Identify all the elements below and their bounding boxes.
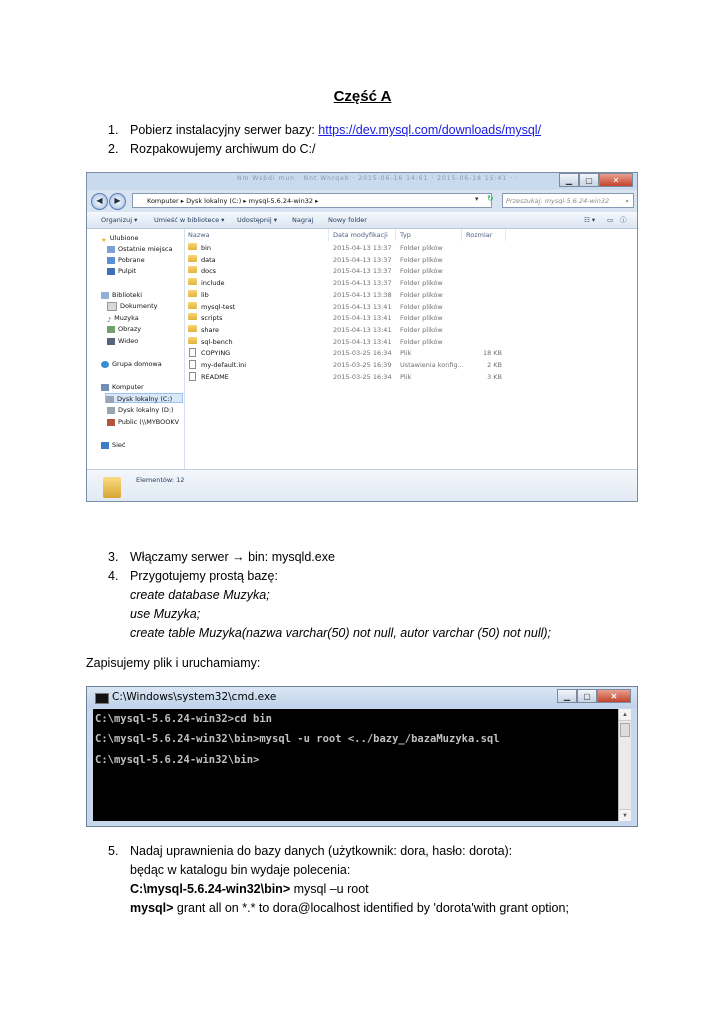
file-list xyxy=(185,229,637,469)
file-name: COPYING xyxy=(201,349,231,358)
step-5-text: Nadaj uprawnienia do bazy danych (użytkownik: dora, hasło: dorota): xyxy=(130,844,513,858)
file-name: my-default.ini xyxy=(201,361,247,369)
file-type: Folder plików xyxy=(400,267,443,276)
console-line: C:\mysql-5.6.24-win32>cd bin xyxy=(95,713,273,725)
sidebar-label: Biblioteki xyxy=(112,291,143,299)
file-icon xyxy=(189,372,196,381)
forward-arrow-icon[interactable]: ▶ xyxy=(109,193,126,210)
window-controls xyxy=(557,689,631,703)
sidebar-label: Grupa domowa xyxy=(112,360,162,368)
column-divider[interactable] xyxy=(505,229,506,241)
explorer-titlebar xyxy=(87,173,637,189)
file-name: share xyxy=(201,325,220,334)
console-line: C:\mysql-5.6.24-win32\bin>mysql -u root <../bazy_/bazaMuzyka.sql xyxy=(95,733,500,745)
maximize-icon[interactable]: ▢ xyxy=(577,689,597,703)
sidebar-label: Public (\\MYBOOKV xyxy=(118,418,180,426)
file-name: scripts xyxy=(201,314,223,323)
history-dropdown-icon[interactable]: ▾ xyxy=(475,195,479,203)
sidebar-item-computer[interactable] xyxy=(101,382,144,392)
music-note-icon: ♪ xyxy=(107,315,112,324)
details-pane xyxy=(87,469,637,502)
step-5-number: 5. xyxy=(108,844,119,858)
file-date: 2015-04-13 13:37 xyxy=(333,244,392,252)
step-1-text: Pobierz instalacyjny serwer bazy: xyxy=(130,123,319,137)
file-date: 2015-04-13 13:37 xyxy=(333,255,392,264)
file-type: Folder plików xyxy=(400,244,443,252)
sidebar-item-music[interactable] xyxy=(107,313,139,323)
file-row[interactable] xyxy=(185,348,637,359)
network-drive-icon xyxy=(107,419,115,426)
console-output[interactable] xyxy=(93,709,621,821)
file-size: 3 KB xyxy=(487,372,502,381)
file-name: sql-bench xyxy=(201,337,233,346)
sidebar-item-disk-c[interactable] xyxy=(105,393,183,403)
file-date: 2015-04-13 13:38 xyxy=(333,290,392,299)
sidebar-label: Dysk lokalny (D:) xyxy=(118,406,174,414)
file-size: 2 KB xyxy=(487,361,502,369)
step-5-command-2 xyxy=(130,901,569,915)
downloads-icon xyxy=(107,257,115,264)
file-name: bin xyxy=(201,244,212,252)
file-type: Folder plików xyxy=(400,314,443,323)
minimize-icon[interactable]: ▁ xyxy=(559,173,579,187)
step-5-line-2: będąc w katalogu bin wydaje polecenia: xyxy=(130,863,351,877)
library-menu[interactable]: Umieść w bibliotece ▾ xyxy=(154,216,225,224)
sql-line-create-table: create table Muzyka(nazwa varchar(50) not null, autor varchar (50) not null); xyxy=(130,626,552,640)
file-date: 2015-04-13 13:37 xyxy=(333,279,392,288)
file-row[interactable] xyxy=(185,278,637,289)
file-date: 2015-04-13 13:41 xyxy=(333,337,392,346)
sidebar-label: Dokumenty xyxy=(120,302,158,310)
save-and-run-text: Zapisujemy plik i uruchamiamy: xyxy=(86,656,261,670)
explorer-address-bar xyxy=(87,190,637,212)
computer-icon xyxy=(101,384,109,391)
sidebar-label: Obrazy xyxy=(118,325,142,333)
file-name: lib xyxy=(201,290,209,299)
file-name: docs xyxy=(201,267,217,276)
sidebar-label: Komputer xyxy=(112,383,144,391)
window-controls xyxy=(559,173,633,187)
pictures-icon xyxy=(107,326,115,333)
scroll-up-icon[interactable]: ▲ xyxy=(619,709,631,721)
network-icon xyxy=(101,442,109,449)
file-name: include xyxy=(201,279,225,288)
sidebar-item-libraries[interactable] xyxy=(101,290,142,300)
folder-icon xyxy=(188,337,197,344)
file-date: 2015-03-25 16:34 xyxy=(333,349,392,358)
step-4-text: Przygotujemy prostą bazę: xyxy=(130,569,278,583)
maximize-icon[interactable]: ▢ xyxy=(579,173,599,187)
file-type: Folder plików xyxy=(400,337,443,346)
refresh-icon[interactable]: ↻ xyxy=(487,194,494,203)
mysql-prompt: mysql> xyxy=(130,901,174,915)
step-5-command-1 xyxy=(130,882,369,896)
step-1-number: 1. xyxy=(108,123,119,137)
step-3-number: 3. xyxy=(108,550,119,564)
sidebar-item-documents[interactable] xyxy=(107,301,158,311)
sidebar-item-downloads[interactable] xyxy=(107,255,145,265)
organize-menu[interactable]: Organizuj ▾ xyxy=(101,216,138,224)
file-type: Folder plików xyxy=(400,279,443,288)
mysql-download-link[interactable]: https://dev.mysql.com/downloads/mysql/ xyxy=(318,123,542,137)
column-type[interactable]: Typ xyxy=(400,231,411,239)
file-name: README xyxy=(201,372,229,381)
file-date: 2015-04-13 13:41 xyxy=(333,314,392,323)
sidebar-item-pictures[interactable] xyxy=(107,324,141,334)
file-row[interactable] xyxy=(185,337,637,348)
file-row[interactable] xyxy=(185,290,637,301)
documents-icon xyxy=(107,302,117,311)
file-icon xyxy=(189,348,196,357)
sidebar-label: Muzyka xyxy=(114,314,139,322)
explorer-title-text: Nm Wsbdi mun · Nnt Wnrqeb · 2015-06-16 14:61 · 2015-06-18 15:41 · · xyxy=(237,175,519,182)
file-type: Plik xyxy=(400,349,412,358)
file-type: Folder plików xyxy=(400,290,443,299)
recent-places-icon xyxy=(107,246,115,253)
search-input[interactable] xyxy=(502,193,634,208)
folder-icon xyxy=(188,278,197,285)
file-name: data xyxy=(201,255,216,264)
sidebar-label: Sieć xyxy=(112,441,126,449)
file-size: 18 KB xyxy=(482,349,502,358)
file-row[interactable] xyxy=(185,372,637,383)
shell-command: mysql –u root xyxy=(290,882,369,896)
folder-icon xyxy=(188,325,197,332)
sidebar-item-network[interactable] xyxy=(101,440,126,450)
file-row[interactable] xyxy=(185,302,637,313)
burn-button[interactable]: Nagraj xyxy=(292,216,314,224)
sidebar-item-disk-d[interactable] xyxy=(107,405,174,415)
sidebar-item-videos[interactable] xyxy=(107,336,138,346)
shell-prompt: C:\mysql-5.6.24-win32\bin> xyxy=(130,882,291,896)
console-line: C:\mysql-5.6.24-win32\bin> xyxy=(95,754,260,766)
step-2-number: 2. xyxy=(108,142,119,156)
new-folder-button[interactable]: Nowy folder xyxy=(328,216,367,224)
cmd-titlebar xyxy=(87,687,637,708)
desktop-icon xyxy=(107,268,115,275)
sidebar-label: Ulubione xyxy=(109,234,139,242)
column-name[interactable]: Nazwa xyxy=(188,231,210,239)
folder-icon xyxy=(188,313,197,320)
sidebar-label: Wideo xyxy=(118,337,139,345)
share-menu[interactable]: Udostępnij ▾ xyxy=(237,216,277,224)
scroll-down-icon[interactable]: ▼ xyxy=(619,809,631,821)
file-date: 2015-04-13 13:41 xyxy=(333,325,392,334)
scroll-thumb[interactable] xyxy=(620,723,630,737)
file-type: Folder plików xyxy=(400,325,443,334)
column-divider[interactable] xyxy=(395,229,396,241)
preview-pane-icon[interactable]: ▭ xyxy=(607,216,614,224)
file-row[interactable] xyxy=(185,325,637,336)
file-date: 2015-03-25 16:39 xyxy=(333,361,392,369)
folder-icon xyxy=(188,302,197,309)
help-icon[interactable]: ⓘ xyxy=(620,216,627,224)
folder-icon xyxy=(188,290,197,297)
sidebar-label: Ostatnie miejsca xyxy=(118,245,173,253)
folder-icon xyxy=(188,266,197,273)
explorer-window xyxy=(86,172,638,502)
folder-icon xyxy=(103,477,121,498)
explorer-toolbar xyxy=(87,212,637,229)
page-heading: Część A xyxy=(333,88,392,105)
file-row[interactable] xyxy=(185,360,637,371)
vertical-scrollbar[interactable] xyxy=(618,709,631,821)
column-divider[interactable] xyxy=(461,229,462,241)
file-row[interactable] xyxy=(185,255,637,266)
file-type: Folder plików xyxy=(400,302,443,311)
back-arrow-icon[interactable]: ◀ xyxy=(91,193,108,210)
cmd-window xyxy=(86,686,638,827)
step-3-text: Włączamy serwer → bin: mysqld.exe xyxy=(130,550,335,564)
sidebar-item-public[interactable] xyxy=(107,417,183,427)
sidebar-label: Pulpit xyxy=(118,267,137,275)
column-size[interactable]: Rozmiar xyxy=(466,231,493,239)
libraries-icon xyxy=(101,292,109,299)
sidebar-label: Pobrane xyxy=(118,256,145,264)
navigation-pane xyxy=(87,229,185,469)
close-icon[interactable]: ✕ xyxy=(597,689,631,703)
homegroup-icon xyxy=(101,361,109,368)
file-type: Plik xyxy=(400,372,412,381)
sql-line-create-database: create database Muzyka; xyxy=(130,588,270,602)
step-1 xyxy=(130,123,541,137)
column-date[interactable]: Data modyfikacji xyxy=(333,231,388,239)
folder-icon xyxy=(188,255,197,262)
address-input[interactable]: Komputer ▸ Dysk lokalny (C:) ▸ mysql-5.6.24-win32 ▸ xyxy=(132,193,492,208)
drive-icon xyxy=(107,407,115,414)
minimize-icon[interactable]: ▁ xyxy=(557,689,577,703)
sidebar-label: Dysk lokalny (C:) xyxy=(117,395,173,403)
file-type: Folder plików xyxy=(400,255,443,264)
file-date: 2015-04-13 13:41 xyxy=(333,302,392,311)
drive-icon xyxy=(106,396,114,403)
sidebar-item-homegroup[interactable] xyxy=(101,359,162,369)
console-icon xyxy=(95,693,109,704)
file-row[interactable] xyxy=(185,266,637,277)
file-type: Ustawienia konfig... xyxy=(400,361,464,369)
sidebar-item-favorites[interactable] xyxy=(101,233,139,243)
star-icon: ★ xyxy=(101,235,107,244)
file-date: 2015-03-25 16:34 xyxy=(333,372,392,381)
sidebar-item-recent[interactable] xyxy=(107,244,172,254)
search-placeholder: Przeszukaj: mysql-5.6.24-win32 xyxy=(506,197,610,205)
file-row[interactable] xyxy=(185,243,637,254)
cmd-title: C:\Windows\system32\cmd.exe xyxy=(112,691,277,703)
file-name: mysql-test xyxy=(201,302,236,311)
sql-line-use: use Muzyka; xyxy=(130,607,201,621)
step-2-text: Rozpakowujemy archiwum do C:/ xyxy=(130,142,316,156)
view-options-icon[interactable]: ☷ ▾ xyxy=(584,216,596,224)
search-icon: ⌕ xyxy=(625,197,629,205)
mysql-command: grant all on *.* to dora@localhost identified by 'dorota'with grant option; xyxy=(173,901,569,915)
sidebar-item-desktop[interactable] xyxy=(107,266,136,276)
step-4-number: 4. xyxy=(108,569,119,583)
item-count: Elementów: 12 xyxy=(136,476,185,484)
file-date: 2015-04-13 13:37 xyxy=(333,267,392,276)
file-icon xyxy=(189,360,196,369)
videos-icon xyxy=(107,338,115,345)
folder-icon xyxy=(188,243,197,250)
close-icon[interactable]: ✕ xyxy=(599,173,633,187)
column-divider[interactable] xyxy=(328,229,329,241)
file-row[interactable] xyxy=(185,313,637,324)
